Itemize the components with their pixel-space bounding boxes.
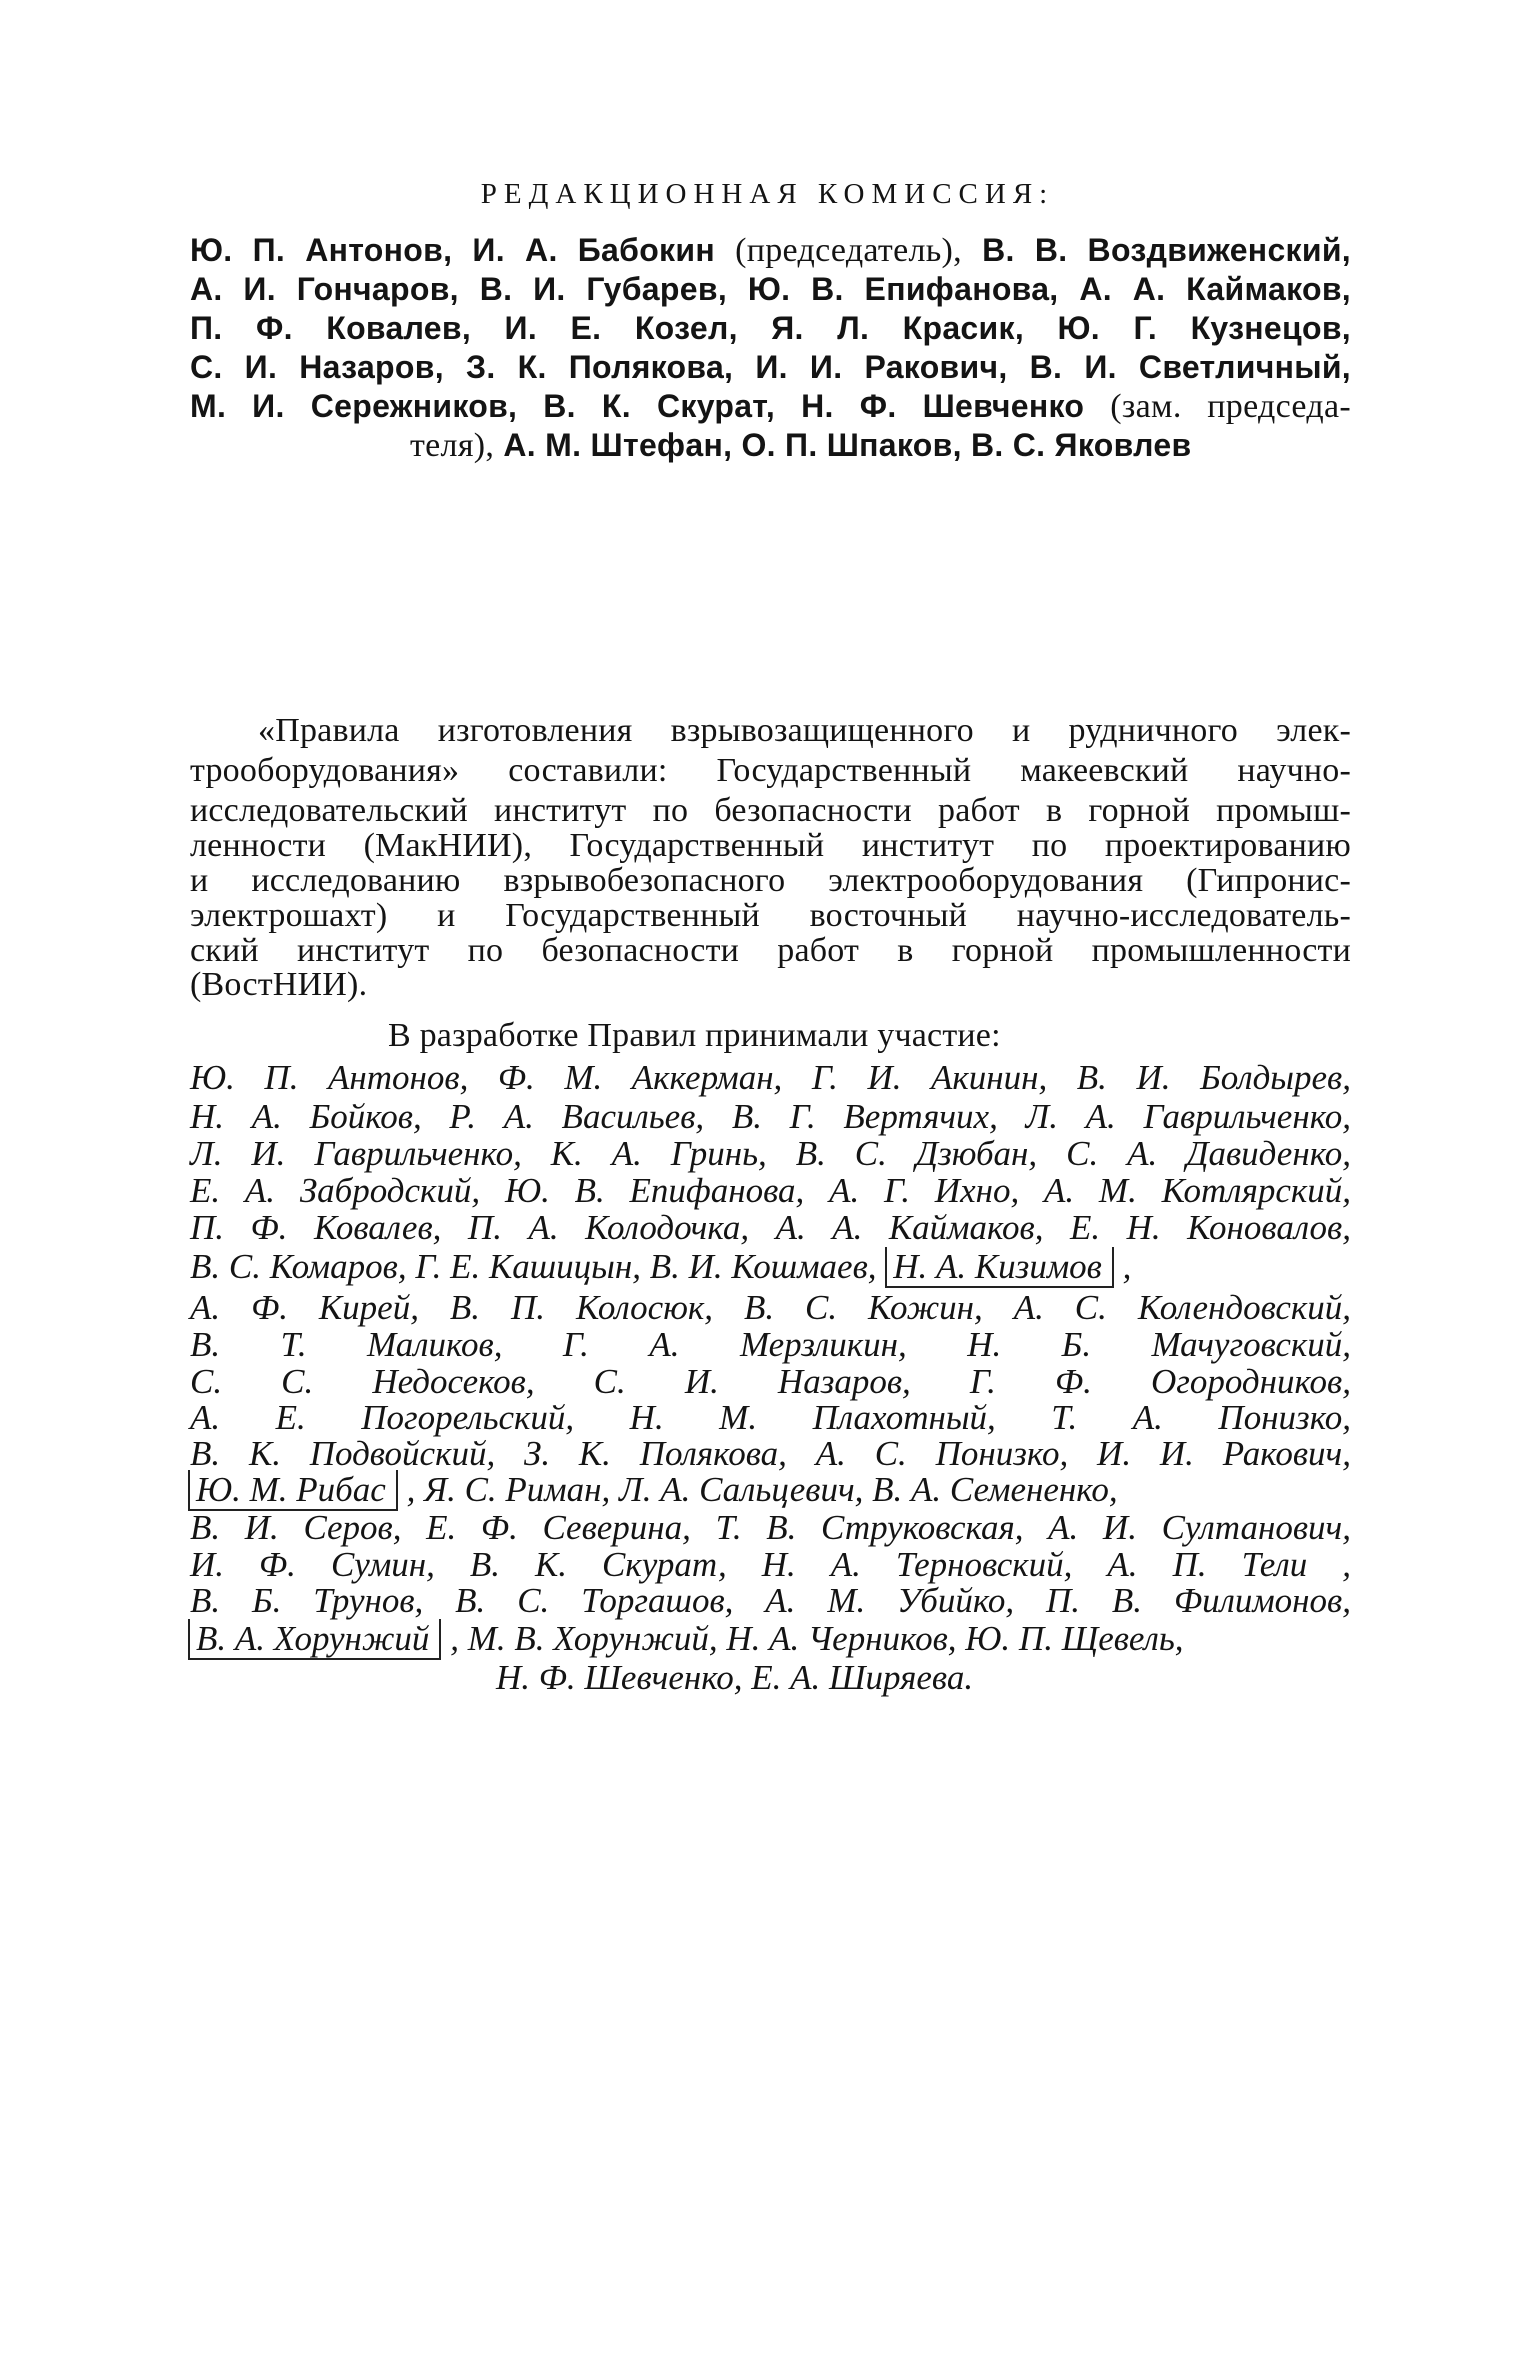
intro-line-7: ский институт по безопасности работ в горной промышленности	[190, 932, 1351, 969]
committee-heading: РЕДАКЦИОННАЯ КОМИССИЯ:	[480, 178, 1055, 210]
intro-line-8: (ВостНИИ).	[190, 966, 368, 1003]
participants-line-7: А. Ф. Кирей, В. П. Колосюк, В. С. Кожин, А. С. Колендовский,	[190, 1288, 1351, 1327]
committee-line-5: М. И. Сережников, В. К. Скурат, Н. Ф. Шевченко (зам. председа-	[190, 388, 1351, 425]
participants-line-3: Л. И. Гаврильченко, К. А. Гринь, В. С. Дзюбан, С. А. Давиденко,	[190, 1134, 1351, 1173]
participants-heading: В разработке Правил принимали участие:	[388, 1017, 1001, 1054]
intro-line-5: и исследованию взрывобезопасного электрооборудования (Гипронис-	[190, 862, 1351, 899]
intro-line-6: электрошахт) и Государственный восточный научно-исследователь-	[190, 897, 1351, 934]
participants-line-11: В. К. Подвойский, З. К. Полякова, А. С. Понизко, И. И. Ракович,	[190, 1434, 1351, 1473]
participants-line-2: Н. А. Бойков, Р. А. Васильев, В. Г. Вертячих, Л. А. Гаврильченко,	[190, 1097, 1351, 1136]
committee-line-2: А. И. Гончаров, В. И. Губарев, Ю. В. Епифанова, А. А. Каймаков,	[190, 271, 1351, 307]
participants-line-6: В. С. Комаров, Г. Е. Кашицын, В. И. Кошмаев, Н. А. Кизимов ,	[190, 1247, 1132, 1286]
participants-line-9: С. С. Недосеков, С. И. Назаров, Г. Ф. Огородников,	[190, 1362, 1351, 1401]
participants-line-17: Н. Ф. Шевченко, Е. А. Ширяева.	[496, 1658, 974, 1697]
committee-line-1: Ю. П. Антонов, И. А. Бабокин (председатель), В. В. Воздвиженский,	[190, 232, 1351, 269]
participants-line-10: А. Е. Погорельский, Н. М. Плахотный, Т. А. Понизко,	[190, 1398, 1351, 1437]
deceased-name-box: Ю. М. Рибас	[188, 1470, 398, 1511]
participants-line-16: В. А. Хорунжий , М. В. Хорунжий, Н. А. Черников, Ю. П. Щевель,	[188, 1619, 1184, 1659]
intro-line-2: трооборудования» составили: Государственный макеевский научно-	[190, 752, 1351, 789]
intro-line-4: ленности (МакНИИ), Государственный институт по проектированию	[190, 827, 1351, 864]
participants-line-5: П. Ф. Ковалев, П. А. Колодочка, А. А. Каймаков, Е. Н. Коновалов,	[190, 1208, 1351, 1247]
participants-line-8: В. Т. Маликов, Г. А. Мерзликин, Н. Б. Мачуговский,	[190, 1325, 1351, 1364]
committee-line-4: С. И. Назаров, З. К. Полякова, И. И. Ракович, В. И. Светличный,	[190, 349, 1351, 385]
participants-line-1: Ю. П. Антонов, Ф. М. Аккерман, Г. И. Акинин, В. И. Болдырев,	[190, 1058, 1351, 1097]
intro-line-3: исследовательский институт по безопасности работ в горной промыш-	[190, 792, 1351, 829]
committee-line-3: П. Ф. Ковалев, И. Е. Козел, Я. Л. Красик, Ю. Г. Кузнецов,	[190, 310, 1351, 346]
participants-line-12: Ю. М. Рибас , Я. С. Риман, Л. А. Сальцевич, В. А. Семененко,	[188, 1470, 1118, 1510]
participants-line-15: В. Б. Трунов, В. С. Торгашов, А. М. Убийко, П. В. Филимонов,	[190, 1581, 1351, 1620]
deceased-name-box: В. А. Хорунжий	[188, 1619, 441, 1660]
intro-line-1: «Правила изготовления взрывозащищенного и рудничного элек-	[258, 712, 1351, 749]
participants-line-13: В. И. Серов, Е. Ф. Северина, Т. В. Струковская, А. И. Султанович,	[190, 1508, 1351, 1547]
participants-line-4: Е. А. Забродский, Ю. В. Епифанова, А. Г. Ихно, А. М. Котлярский,	[190, 1171, 1351, 1210]
deceased-name-box: Н. А. Кизимов	[885, 1247, 1114, 1288]
committee-line-6: теля), А. М. Штефан, О. П. Шпаков, В. С. Яковлев	[410, 427, 1192, 464]
participants-line-14: И. Ф. Сумин, В. К. Скурат, Н. А. Терновский, А. П. Тели ,	[190, 1545, 1351, 1584]
